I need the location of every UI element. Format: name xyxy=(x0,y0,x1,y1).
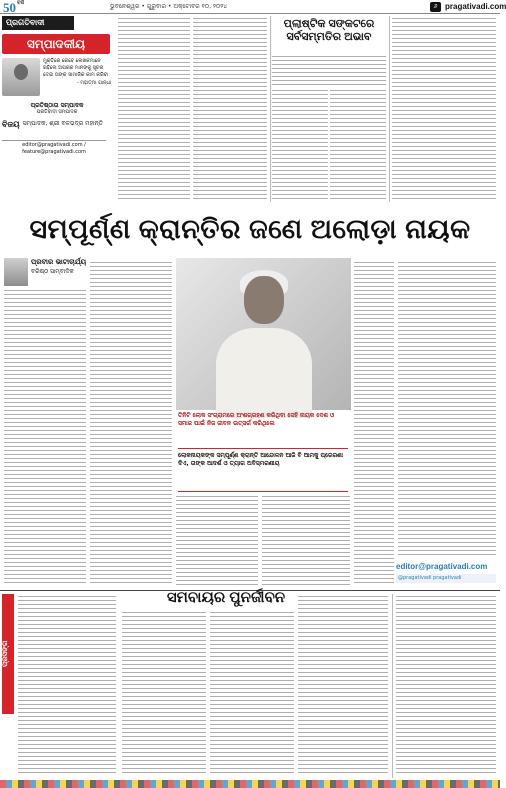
page-number: ୬ xyxy=(430,2,441,12)
column-divider xyxy=(389,16,390,202)
bottom-article-text xyxy=(396,596,496,776)
bottom-article-text xyxy=(18,596,116,776)
main-article-text xyxy=(176,496,258,586)
bottom-article-headline: ସମବାୟର ପୁନର୍ଜୀବନ xyxy=(166,589,286,606)
color-registration-strip xyxy=(0,780,500,788)
portrait-image xyxy=(2,58,40,96)
pull-quote-rule xyxy=(178,491,348,492)
author-photo xyxy=(4,258,28,286)
founder-info: ପ୍ରତିଷ୍ଠାତା ସମ୍ପାଦକ ପ୍ରତିବାଦୀ ସମ୍ପାଦକ xyxy=(30,102,84,115)
editorial-text-column xyxy=(193,18,267,200)
author-name: ପ୍ରବୀର ଭାଟାଚାର୍ଯ୍ୟ xyxy=(31,258,87,266)
bottom-article-text xyxy=(122,612,206,776)
column-divider xyxy=(270,16,271,202)
brand-logo: ପ୍ରଗତିବାଦୀ xyxy=(2,16,74,30)
site-url[interactable]: pragativadi.com xyxy=(445,2,506,11)
bottom-article-text xyxy=(298,596,388,776)
editor-info: ବିଜୟ ସମ୍ପାଦକ, ଶ୍ରୀ ବଳଭଦ୍ର ମହାନ୍ତି xyxy=(2,120,103,129)
top-article-text xyxy=(272,56,386,86)
pull-quote-rule xyxy=(178,448,348,449)
main-article-text xyxy=(398,262,496,558)
column-divider xyxy=(392,594,393,778)
editor-email-link[interactable]: editor@pragativadi.com xyxy=(396,562,488,571)
section-side-tab: ପ୍ରସଙ୍ଗ xyxy=(2,594,14,714)
main-headline: ସମ୍ପୂର୍ଣ୍ଣ କ୍ରାନ୍ତିର ଜଣେ ଅଲୋଡ଼ା ନାୟକ xyxy=(29,214,471,244)
bottom-article-text xyxy=(210,612,294,776)
section-title: ସମ୍ପାଦକୀୟ xyxy=(2,34,110,54)
main-article-text xyxy=(90,262,172,586)
quote-text: ମୁକ୍ତିରେ କେବେ ଲେଖକମାନେ ରହିଲେ ଅପରକ ମାନଙ୍କୁ ସୂଚନା ଦେଇ ତାଙ୍କ ସାମାଜିକ କାମ କରିବା xyxy=(43,58,109,78)
author-title: ବରିଷ୍ଠ ସାମ୍ବାଦିକ xyxy=(31,268,74,275)
editorial-masthead xyxy=(2,16,112,130)
contact-emails[interactable]: editor@pragativadi.com / feature@pragativadi.com xyxy=(2,140,106,156)
anniversary-logo: $50^{ବର୍ଷ}$ xyxy=(3,0,25,15)
article-photo xyxy=(176,258,351,410)
quote-author: - ମହାତ୍ମା ଗାନ୍ଧୀ xyxy=(76,80,111,86)
social-handles[interactable]: @pragativadi pragativadi xyxy=(396,574,496,583)
top-article-headline: ପ୍ଲାଷ୍ଟିକ ସଙ୍କଟରେ ସର୍ବସମ୍ମତିର ଅଭାବ xyxy=(283,18,375,43)
editorial-text-column xyxy=(118,18,190,200)
quote-box xyxy=(2,58,112,96)
page-header xyxy=(0,0,506,15)
pull-quote-secondary: ଲୋକନାୟକଙ୍କ ସମ୍ପୂର୍ଣ୍ଣ କ୍ରାନ୍ତି ଆନ୍ଦୋଳନ ଆଜି ବି ଆମକୁ ପ୍ରେରଣା ଦିଏ, ତାଙ୍କ ଆଦର୍ଶ ଓ ତ୍ୟାଗ ଅବିସ୍ମରଣୀୟ xyxy=(178,452,344,467)
date-line: ଭୁବନେଶ୍ୱର • ଗୁରୁବାର • ଅକ୍ଟୋବର ୧୦, ୨୦୨୪ xyxy=(110,3,228,10)
top-article-text xyxy=(392,18,496,200)
main-article-text xyxy=(4,290,86,586)
main-article-text xyxy=(262,496,350,586)
byline xyxy=(4,258,86,286)
top-article-text xyxy=(330,90,386,200)
top-article-text xyxy=(272,90,328,200)
pull-quote: ତିନିଟି ଲୋକ ସଂଗ୍ରାମରେ ଅଂଶଗ୍ରହଣ କରିଥିବା ସେହି ନାୟକ ଦେଶ ଓ ସମାଜ ପାଇଁ ନିଜ ଜୀବନ ଉତ୍ସର୍ଗ କରିଥିଲେ xyxy=(178,412,335,427)
main-article-text xyxy=(354,262,394,586)
